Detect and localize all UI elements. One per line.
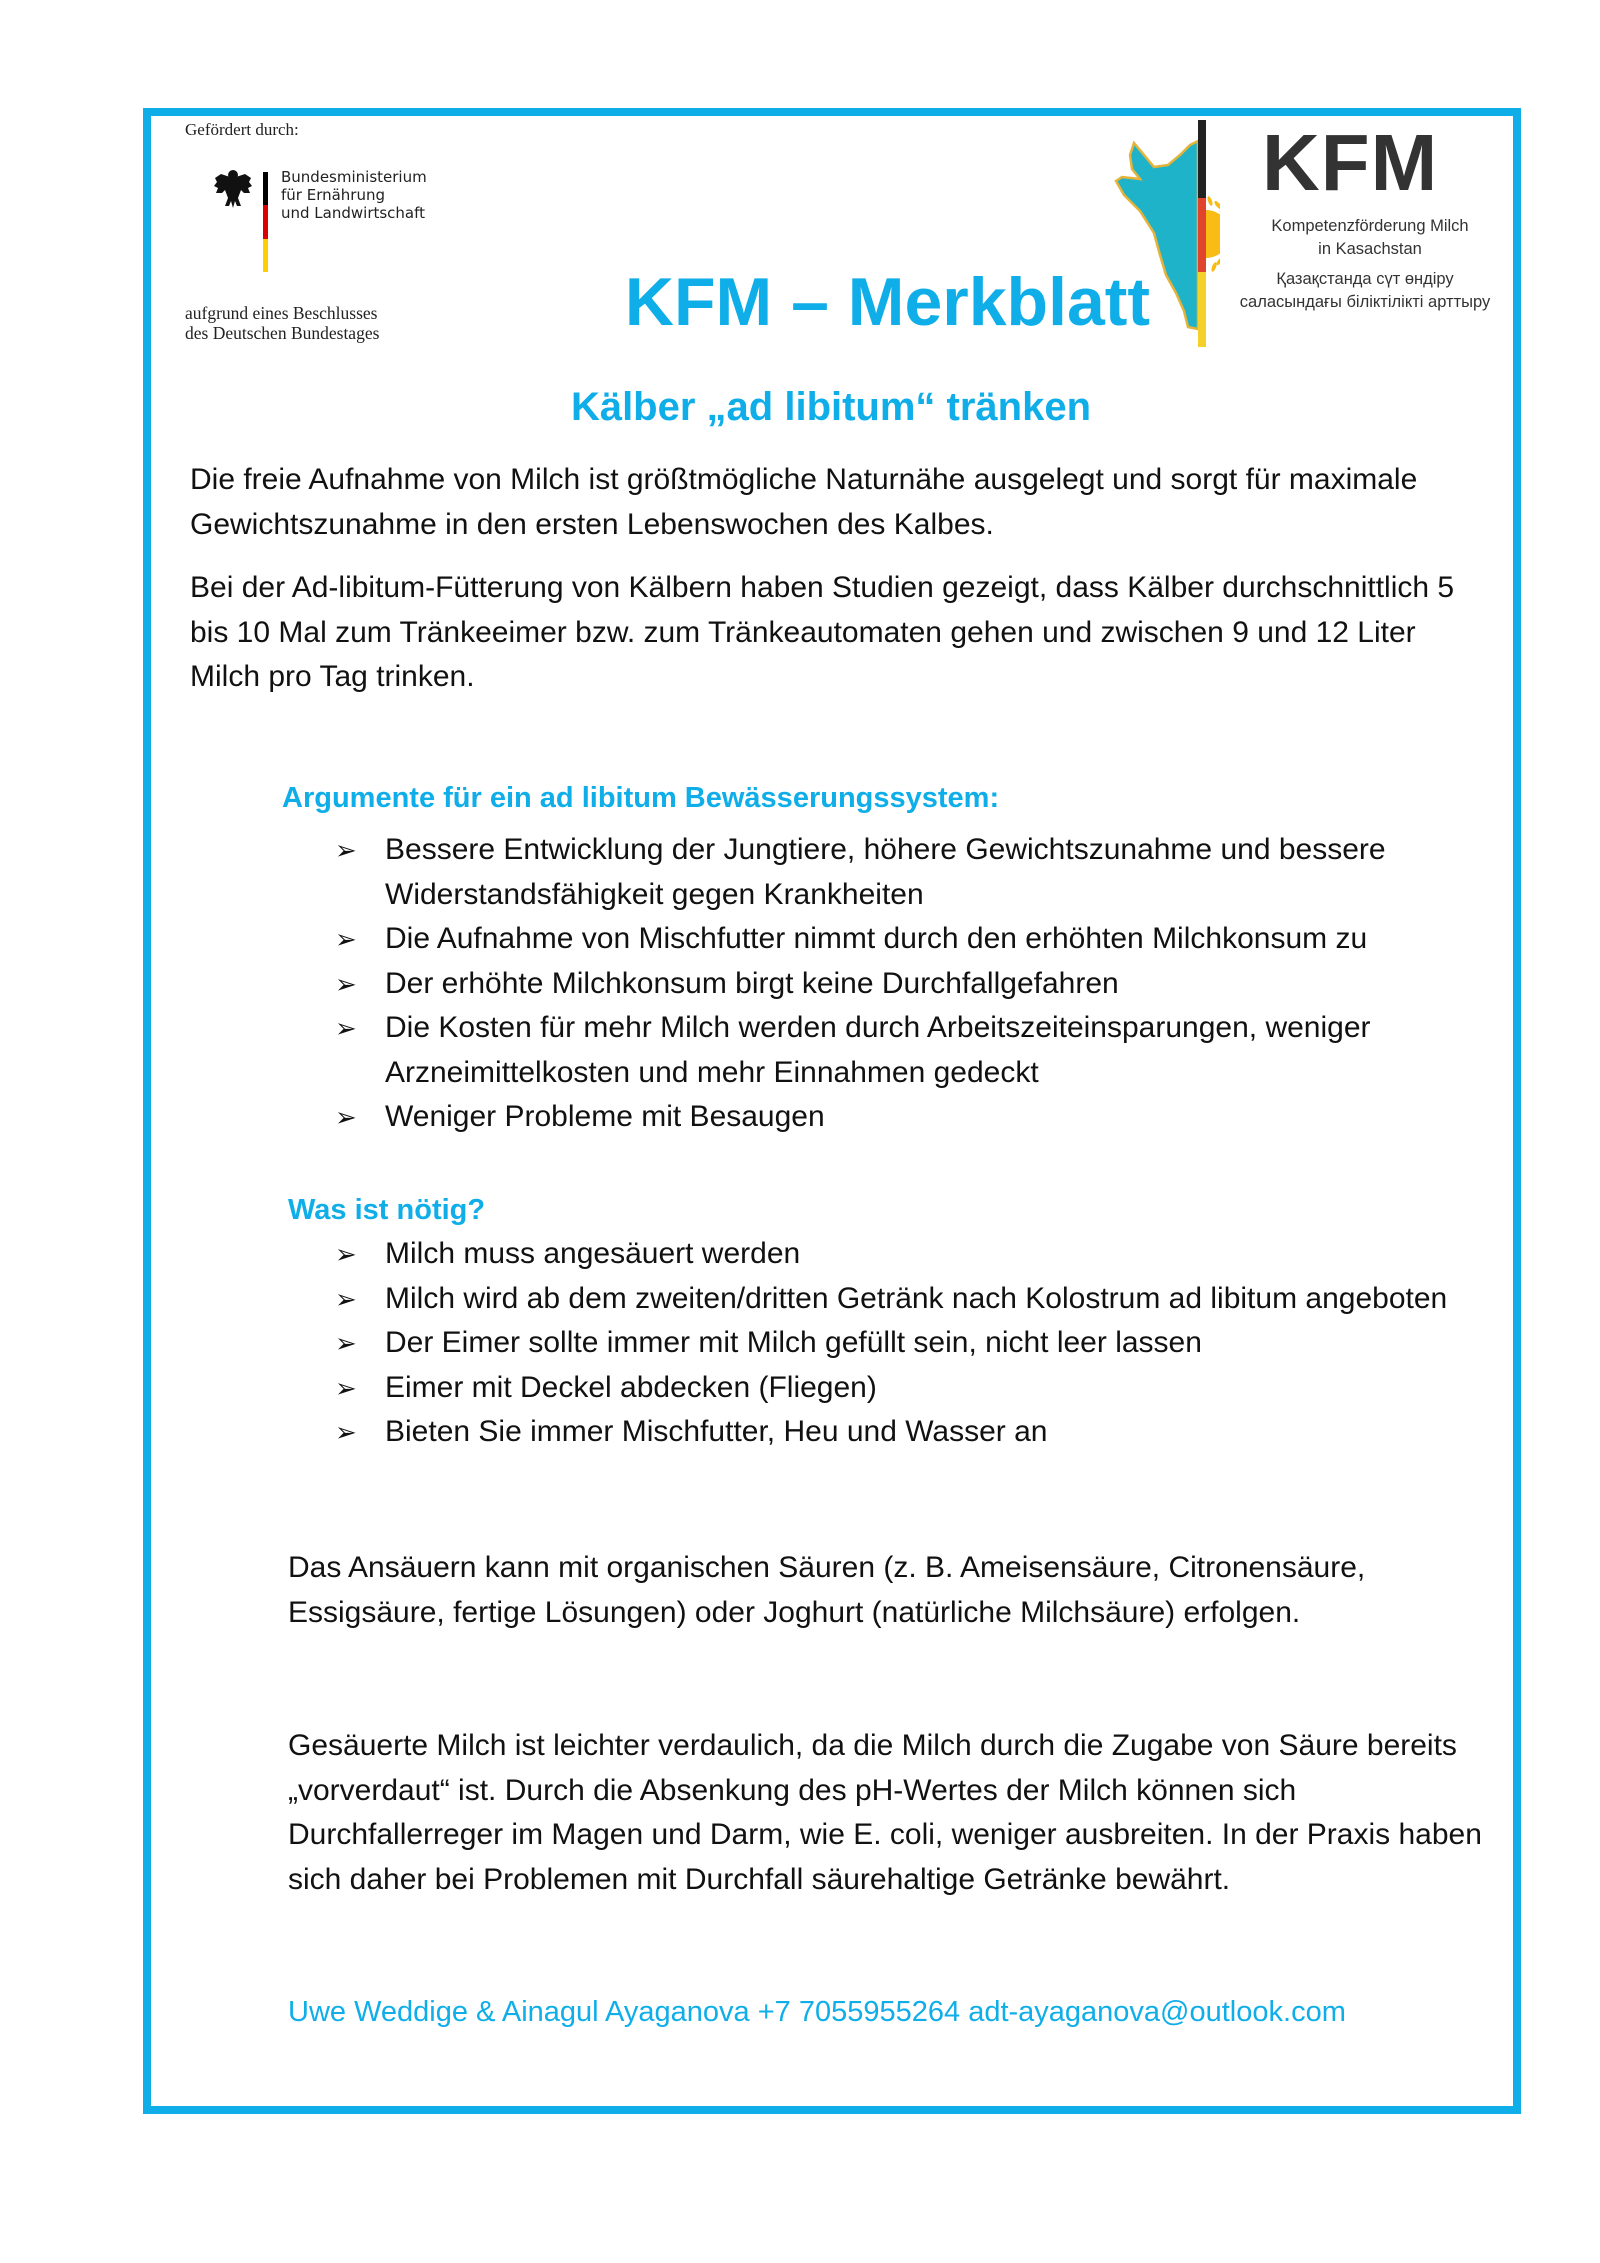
flag-stripe-red	[263, 205, 268, 238]
sponsor-label: Gefördert durch:	[185, 120, 299, 139]
arrow-bullet-icon: ➢	[335, 968, 357, 999]
ministry-line: für Ernährung	[281, 186, 386, 204]
arrow-bullet-icon: ➢	[335, 1102, 357, 1132]
flag-stripe-black	[263, 172, 268, 205]
arguments-heading: Argumente für ein ad libitum Bewässerungssystem:	[282, 782, 1000, 814]
document-title: KFM – Merkblatt	[624, 264, 1151, 340]
arrow-bullet-icon: ➢	[335, 1328, 357, 1358]
list-item-text: Der erhöhte Milchkonsum birgt keine Durchfallgefahren	[385, 966, 1119, 1000]
sun-half	[1206, 210, 1220, 258]
ministry-line: und Landwirtschaft	[281, 204, 426, 222]
requirements-heading: Was ist nötig?	[288, 1194, 486, 1226]
contact-line	[288, 1990, 1346, 2034]
list-item	[335, 1366, 1495, 1411]
intro-paragraph-2: Bei der Ad-libitum-Fütterung von Kälbern haben Studien gezeigt, dass Kälber durchschnittlich 5 bis 10 Mal zum Tränkeeimer bzw. zum Tränkeautomaten gehen und zwischen 9 und 12 Liter Milch pro Tag trinken.	[190, 571, 1455, 693]
contact-phone[interactable]: +7 7055955264	[757, 1996, 961, 2028]
kfm-kazakh-line: саласындағы біліктілікті арттыру	[1239, 293, 1491, 311]
bundestag-line: aufgrund eines Beschlusses	[185, 303, 378, 323]
list-item-text: Milch wird ab dem zweiten/dritten Getränk nach Kolostrum ad libitum angeboten	[385, 1281, 1448, 1315]
list-item-text: Eimer mit Deckel abdecken (Fliegen)	[385, 1370, 877, 1404]
kfm-logo-name	[1220, 215, 1520, 261]
contact-email-link[interactable]: adt-ayaganova@outlook.com	[968, 1996, 1346, 2028]
arrow-bullet-icon: ➢	[335, 924, 357, 954]
list-item-text: Der Eimer sollte immer mit Milch gefüllt sein, nicht leer lassen	[385, 1326, 1202, 1359]
list-item-text: Milch muss angesäuert werden	[385, 1237, 801, 1270]
list-item	[335, 917, 1495, 962]
list-item	[335, 1232, 1495, 1277]
list-item	[335, 1095, 1495, 1140]
requirements-list	[335, 1232, 1495, 1455]
arguments-list	[335, 828, 1495, 1140]
intro-paragraph-1: Die freie Aufnahme von Milch ist größtmögliche Naturnähe ausgelegt und sorgt für maximale Gewichtszunahme in den ersten Lebenswochen des Kalbes.	[190, 463, 1418, 541]
bundestag-line: des Deutschen Bundestages	[185, 323, 380, 343]
kfm-name-line: Kompetenzförderung Milch	[1271, 217, 1469, 235]
arrow-bullet-icon: ➢	[335, 1283, 357, 1314]
logo-bar-red	[1198, 198, 1206, 272]
acidification-paragraph: Das Ansäuern kann mit organischen Säuren (z. B. Ameisensäure, Citronensäure, Essigsäure, fertige Lösungen) oder Joghurt (natürliche Milchsäure) erfolgen.	[288, 1551, 1366, 1629]
federal-eagle-icon	[213, 168, 253, 212]
list-item-text: Weniger Probleme mit Besaugen	[385, 1100, 825, 1133]
german-flag-bar	[263, 172, 268, 272]
arrow-bullet-icon: ➢	[335, 835, 357, 865]
list-item-text: Die Aufnahme von Mischfutter nimmt durch den erhöhten Milchkonsum zu	[385, 922, 1368, 955]
digestion-paragraph: Gesäuerte Milch ist leichter verdaulich, da die Milch durch die Zugabe von Säure bereits „vorverdaut“ ist. Durch die Absenkung des pH-Wertes der Milch können sich Durchfallerreger im Magen und Darm, wie E. coli, weniger ausbreiten. In der Praxis haben sich daher bei Problemen mit Durchfall säurehaltige Getränke bewährt.	[288, 1729, 1482, 1896]
document-subtitle: Kälber „ad libitum“ tränken	[570, 385, 1092, 429]
list-item	[335, 1321, 1495, 1366]
arrow-bullet-icon: ➢	[335, 1239, 357, 1269]
list-item	[335, 1410, 1495, 1455]
list-item	[335, 1006, 1495, 1095]
ministry-name	[281, 168, 427, 222]
contact-names: Uwe Weddige & Ainagul Ayaganova	[288, 1996, 750, 2028]
list-item	[335, 828, 1495, 917]
kfm-kazakh-line: Қазақстанда сүт өндіру	[1276, 270, 1454, 288]
arrow-bullet-icon: ➢	[335, 1372, 357, 1403]
kfm-name-line: in Kasachstan	[1318, 240, 1422, 258]
arrow-bullet-icon: ➢	[335, 1417, 357, 1447]
list-item-text: Bessere Entwicklung der Jungtiere, höhere Gewichtszunahme und bessere Widerstandsfähigkeit gegen Krankheiten	[385, 833, 1386, 911]
ministry-line: Bundesministerium	[281, 168, 427, 186]
list-item	[335, 962, 1495, 1007]
arrow-bullet-icon: ➢	[335, 1013, 357, 1043]
list-item-text: Bieten Sie immer Mischfutter, Heu und Wasser an	[385, 1415, 1048, 1448]
logo-bar-black	[1198, 120, 1206, 198]
kfm-logo-acronym: KFM	[1262, 118, 1439, 207]
list-item	[335, 1277, 1495, 1322]
list-item-text: Die Kosten für mehr Milch werden durch Arbeitszeiteinsparungen, weniger Arzneimittelkosten und mehr Einnahmen gedeckt	[385, 1011, 1371, 1089]
